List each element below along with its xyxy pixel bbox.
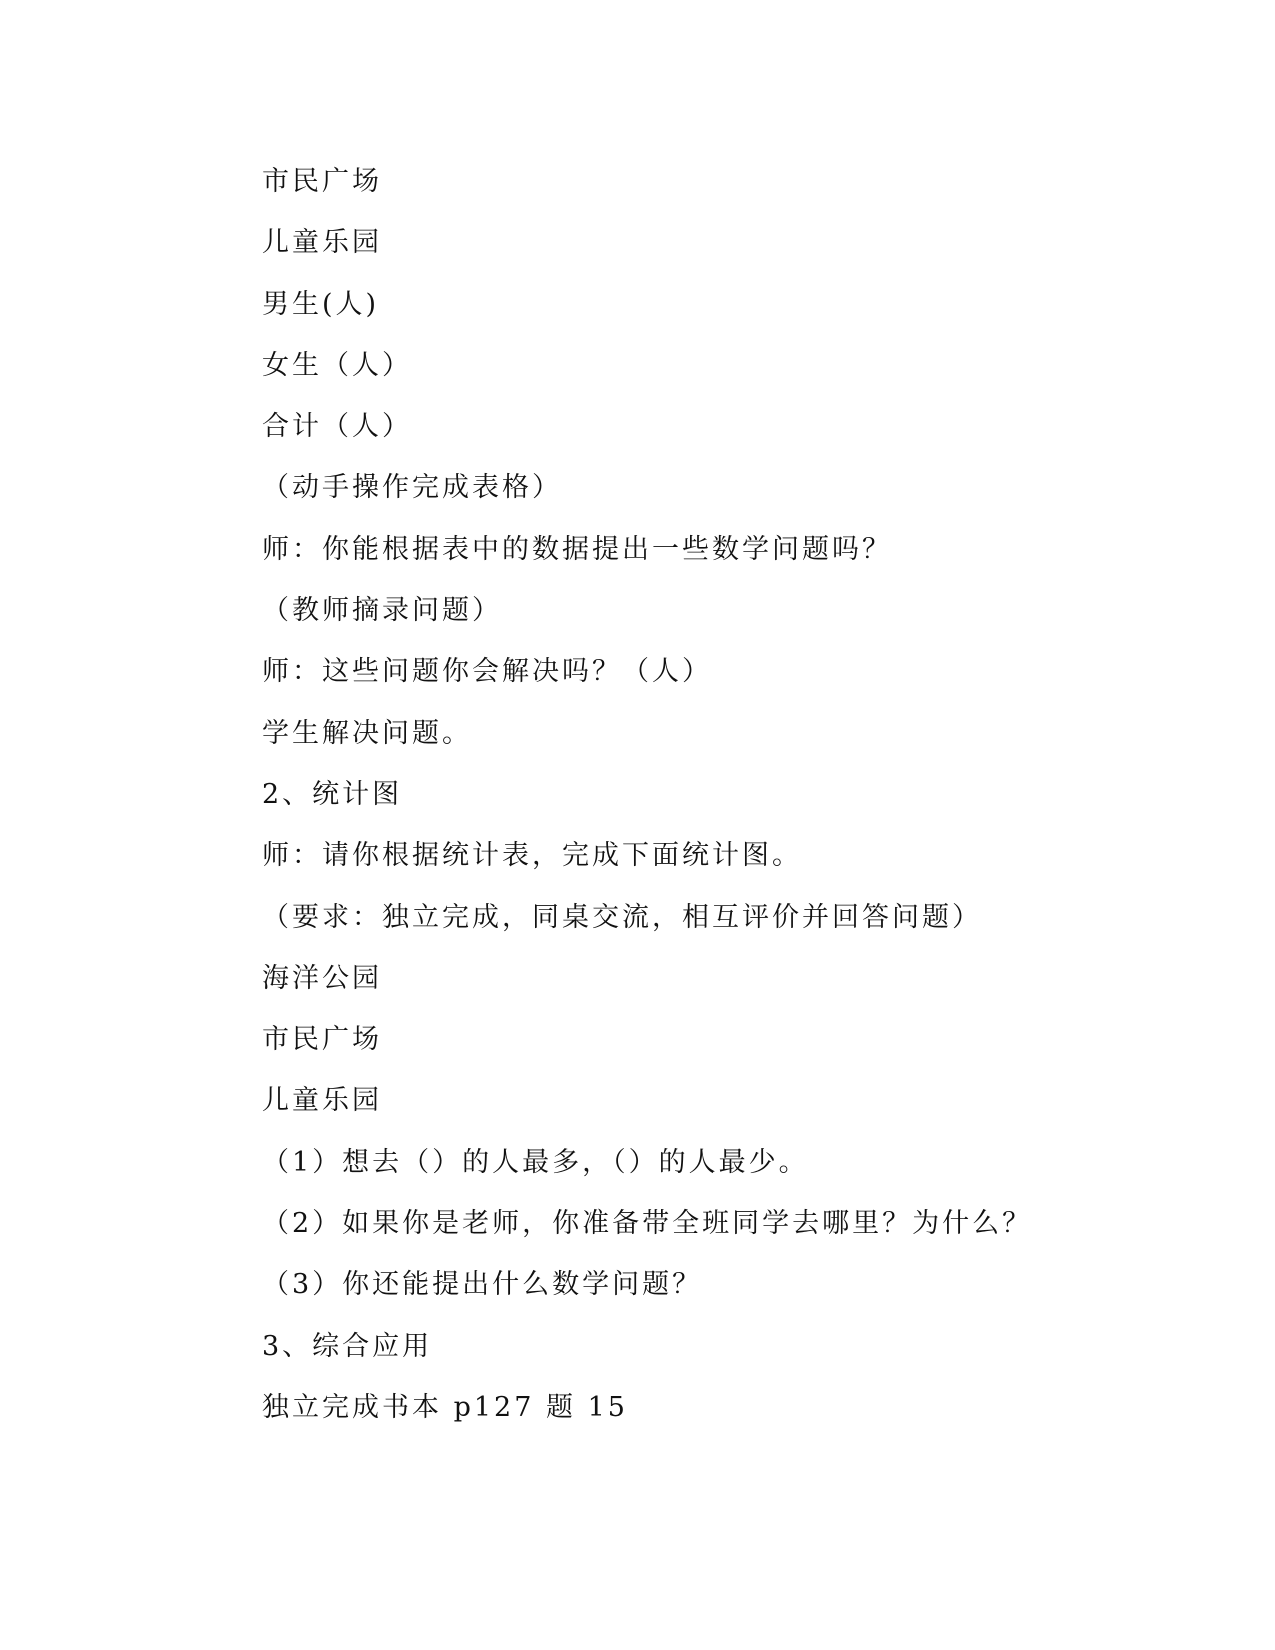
text-line: 市民广场 [262,166,382,197]
section-heading: 2、统计图 [262,778,403,810]
text-line: （要求：独立完成，同桌交流，相互评价并回答问题） [262,901,982,933]
text-line: （教师摘录问题） [262,595,502,627]
text-line: 女生（人） [262,349,412,381]
text-line: 儿童乐园 [262,227,382,259]
question-line: （2）如果你是老师，你准备带全班同学去哪里？为什么？ [262,1208,1033,1240]
question-line: （3）你还能提出什么数学问题？ [262,1269,703,1301]
section-heading: 3、综合应用 [262,1330,433,1362]
text-line: （动手操作完成表格） [262,472,562,504]
question-line: （1）想去（）的人最多，（）的人最少。 [262,1146,809,1178]
document-body [262,162,1162,1449]
text-line: 师：请你根据统计表，完成下面统计图。 [262,840,802,872]
text-line: 海洋公园 [262,962,382,994]
text-line: 学生解决问题。 [262,717,472,749]
text-line: 儿童乐园 [262,1085,382,1117]
text-line: 独立完成书本 p127 题 15 [262,1391,628,1423]
text-line: 合计（人） [262,411,412,443]
text-line: 男生(人) [262,288,380,320]
text-line: 师：你能根据表中的数据提出一些数学问题吗？ [262,533,892,565]
text-line: 师：这些问题你会解决吗？（人） [262,656,712,688]
text-line: 市民广场 [262,1024,382,1056]
